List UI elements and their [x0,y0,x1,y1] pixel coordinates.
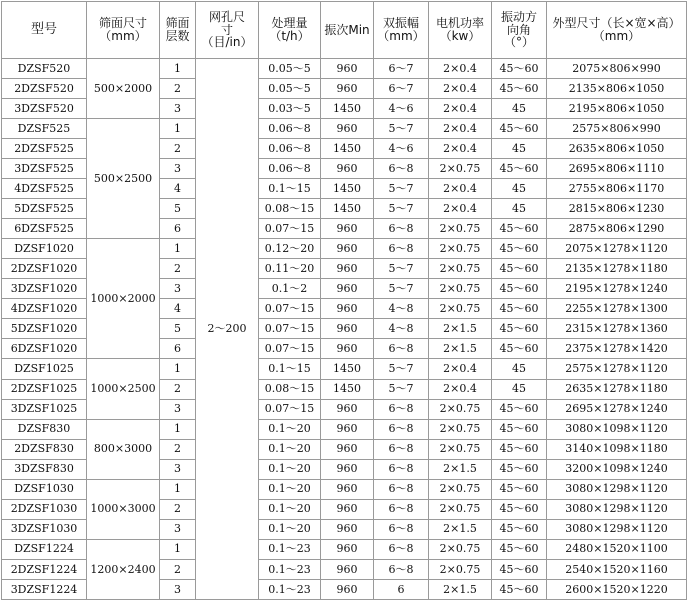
cell-frequency: 960 [321,519,374,539]
cell-angle: 45～60 [492,319,547,339]
cell-mesh-size: 2～200 [196,59,259,600]
cell-dimensions: 2480×1520×1100 [547,539,687,559]
cell-screen-size: 1000×2500 [87,359,160,419]
cell-deck-count: 5 [160,199,196,219]
cell-motor-power: 2×0.75 [429,439,492,459]
cell-frequency: 1450 [321,379,374,399]
cell-model: DZSF1030 [2,479,87,499]
cell-capacity: 0.11～20 [259,259,321,279]
cell-model: 3DZSF1030 [2,519,87,539]
cell-deck-count: 2 [160,139,196,159]
cell-angle: 45 [492,359,547,379]
cell-amplitude: 5～7 [374,259,429,279]
cell-capacity: 0.07～15 [259,219,321,239]
cell-frequency: 960 [321,399,374,419]
cell-angle: 45～60 [492,79,547,99]
cell-frequency: 960 [321,479,374,499]
cell-angle: 45～60 [492,279,547,299]
cell-motor-power: 2×0.75 [429,159,492,179]
header-screen-size [87,2,160,59]
cell-amplitude: 6～8 [374,499,429,519]
cell-model: 6DZSF525 [2,219,87,239]
cell-amplitude: 6～7 [374,59,429,79]
cell-model: 5DZSF525 [2,199,87,219]
cell-deck-count: 6 [160,219,196,239]
cell-angle: 45～60 [492,539,547,559]
cell-angle: 45 [492,199,547,219]
header-line: 寸 [220,22,233,37]
cell-motor-power: 2×0.4 [429,199,492,219]
cell-model: DZSF1020 [2,239,87,259]
cell-motor-power: 2×1.5 [429,579,492,599]
cell-frequency: 960 [321,279,374,299]
cell-frequency: 960 [321,459,374,479]
header-overall-dimensions [547,2,687,59]
cell-screen-size: 1200×2400 [87,539,160,599]
cell-angle: 45～60 [492,59,547,79]
cell-dimensions: 2075×1278×1120 [547,239,687,259]
cell-capacity: 0.05～5 [259,59,321,79]
cell-deck-count: 1 [160,239,196,259]
cell-motor-power: 2×0.75 [429,539,492,559]
cell-motor-power: 2×1.5 [429,459,492,479]
cell-dimensions: 2375×1278×1420 [547,339,687,359]
cell-deck-count: 3 [160,579,196,599]
cell-dimensions: 2195×1278×1240 [547,279,687,299]
cell-deck-count: 5 [160,319,196,339]
cell-dimensions: 2315×1278×1360 [547,319,687,339]
header-line: （t/h） [269,29,310,43]
cell-capacity: 0.06～8 [259,159,321,179]
cell-angle: 45～60 [492,339,547,359]
cell-amplitude: 6 [374,579,429,599]
cell-screen-size: 1000×3000 [87,479,160,539]
cell-model: 4DZSF1020 [2,299,87,319]
header-mesh-size [196,2,259,59]
cell-dimensions: 2075×806×990 [547,59,687,79]
cell-motor-power: 2×0.4 [429,119,492,139]
cell-motor-power: 2×0.4 [429,359,492,379]
cell-angle: 45～60 [492,159,547,179]
cell-amplitude: 6～8 [374,419,429,439]
cell-angle: 45 [492,139,547,159]
cell-motor-power: 2×1.5 [429,519,492,539]
cell-amplitude: 5～7 [374,119,429,139]
cell-frequency: 960 [321,419,374,439]
cell-deck-count: 1 [160,359,196,379]
cell-deck-count: 2 [160,499,196,519]
table-row [2,359,687,379]
cell-motor-power: 2×0.75 [429,559,492,579]
cell-amplitude: 6～8 [374,399,429,419]
header-deck-count [160,2,196,59]
cell-frequency: 1450 [321,359,374,379]
cell-frequency: 960 [321,59,374,79]
cell-motor-power: 2×0.75 [429,299,492,319]
cell-dimensions: 2255×1278×1300 [547,299,687,319]
cell-capacity: 0.1～20 [259,499,321,519]
cell-motor-power: 2×1.5 [429,319,492,339]
cell-dimensions: 2600×1520×1220 [547,579,687,599]
header-line: 处理量 [271,16,308,31]
cell-deck-count: 3 [160,279,196,299]
cell-deck-count: 1 [160,419,196,439]
cell-amplitude: 6～8 [374,219,429,239]
cell-frequency: 1450 [321,139,374,159]
table-row [2,419,687,439]
cell-amplitude: 5～7 [374,379,429,399]
header-line: 外型尺寸（长×宽×高） [552,16,681,31]
cell-model: DZSF830 [2,419,87,439]
cell-angle: 45 [492,179,547,199]
cell-dimensions: 2635×1278×1180 [547,379,687,399]
cell-motor-power: 2×0.4 [429,59,492,79]
cell-motor-power: 2×0.75 [429,499,492,519]
cell-deck-count: 2 [160,79,196,99]
cell-amplitude: 6～8 [374,559,429,579]
cell-amplitude: 6～8 [374,519,429,539]
cell-frequency: 960 [321,559,374,579]
cell-frequency: 960 [321,159,374,179]
header-line: （°） [503,35,534,50]
cell-capacity: 0.07～15 [259,319,321,339]
cell-capacity: 0.07～15 [259,299,321,319]
header-line: （kw） [439,29,481,43]
cell-model: DZSF1224 [2,539,87,559]
cell-deck-count: 2 [160,439,196,459]
cell-capacity: 0.1～20 [259,439,321,459]
cell-frequency: 960 [321,299,374,319]
cell-dimensions: 3080×1298×1120 [547,499,687,519]
cell-dimensions: 2635×806×1050 [547,139,687,159]
table-row [2,239,687,259]
cell-dimensions: 3140×1098×1180 [547,439,687,459]
header-capacity [259,2,321,59]
cell-capacity: 0.06～8 [259,139,321,159]
cell-frequency: 960 [321,119,374,139]
cell-model: DZSF1025 [2,359,87,379]
cell-amplitude: 5～7 [374,179,429,199]
cell-model: 2DZSF525 [2,139,87,159]
header-line: 振次Min [324,22,370,37]
cell-screen-size: 1000×2000 [87,239,160,359]
cell-amplitude: 4～8 [374,319,429,339]
cell-frequency: 960 [321,439,374,459]
cell-amplitude: 6～8 [374,339,429,359]
cell-screen-size: 500×2000 [87,59,160,119]
cell-frequency: 960 [321,539,374,559]
cell-model: 3DZSF1025 [2,399,87,419]
cell-amplitude: 6～8 [374,439,429,459]
cell-capacity: 0.1～20 [259,479,321,499]
cell-motor-power: 2×1.5 [429,339,492,359]
cell-angle: 45～60 [492,259,547,279]
cell-dimensions: 2815×806×1230 [547,199,687,219]
cell-amplitude: 6～8 [374,459,429,479]
header-line: 型号 [30,22,57,38]
cell-model: 3DZSF525 [2,159,87,179]
cell-dimensions: 2135×806×1050 [547,79,687,99]
cell-angle: 45～60 [492,519,547,539]
header-line: （mm） [592,29,641,43]
cell-capacity: 0.05～5 [259,79,321,99]
cell-dimensions: 2540×1520×1160 [547,559,687,579]
header-vibration-frequency [321,2,374,59]
cell-capacity: 0.1～20 [259,419,321,439]
cell-capacity: 0.12～20 [259,239,321,259]
header-line: 层数 [165,29,190,43]
header-line: 筛面尺寸 [98,16,147,31]
cell-frequency: 960 [321,339,374,359]
cell-model: 3DZSF830 [2,459,87,479]
cell-screen-size: 800×3000 [87,419,160,479]
cell-capacity: 0.1～23 [259,579,321,599]
cell-model: 6DZSF1020 [2,339,87,359]
cell-motor-power: 2×0.4 [429,79,492,99]
cell-model: 2DZSF520 [2,79,87,99]
cell-angle: 45～60 [492,499,547,519]
cell-frequency: 960 [321,79,374,99]
cell-model: 3DZSF1224 [2,579,87,599]
cell-deck-count: 3 [160,399,196,419]
header-line: （mm） [377,29,425,43]
header-line: （mm） [99,29,147,43]
cell-motor-power: 2×0.4 [429,379,492,399]
header-row [2,2,687,59]
cell-screen-size: 500×2500 [87,119,160,239]
cell-dimensions: 2575×806×990 [547,119,687,139]
cell-angle: 45～60 [492,219,547,239]
header-line: 振动方 [500,10,537,25]
cell-motor-power: 2×0.4 [429,99,492,119]
cell-deck-count: 2 [160,259,196,279]
cell-model: 4DZSF525 [2,179,87,199]
cell-amplitude: 4～6 [374,99,429,119]
cell-amplitude: 4～8 [374,299,429,319]
table-body [2,59,687,600]
cell-deck-count: 1 [160,119,196,139]
cell-model: DZSF520 [2,59,87,79]
cell-angle: 45～60 [492,399,547,419]
cell-model: 2DZSF1020 [2,259,87,279]
cell-amplitude: 6～8 [374,239,429,259]
cell-motor-power: 2×0.75 [429,279,492,299]
cell-capacity: 0.03～5 [259,99,321,119]
cell-deck-count: 3 [160,99,196,119]
cell-motor-power: 2×0.75 [429,219,492,239]
cell-angle: 45～60 [492,579,547,599]
cell-dimensions: 3080×1098×1120 [547,419,687,439]
cell-dimensions: 2195×806×1050 [547,99,687,119]
cell-capacity: 0.06～8 [259,119,321,139]
cell-dimensions: 2575×1278×1120 [547,359,687,379]
table-row [2,59,687,79]
cell-angle: 45～60 [492,439,547,459]
cell-dimensions: 3080×1298×1120 [547,519,687,539]
header-motor-power [429,2,492,59]
cell-deck-count: 6 [160,339,196,359]
cell-deck-count: 3 [160,159,196,179]
cell-frequency: 1450 [321,99,374,119]
cell-frequency: 960 [321,499,374,519]
cell-capacity: 0.1～2 [259,279,321,299]
cell-angle: 45 [492,99,547,119]
cell-amplitude: 5～7 [374,199,429,219]
header-line: 双振幅 [382,16,419,31]
cell-model: 2DZSF1224 [2,559,87,579]
header-line: 电机功率 [435,16,484,31]
header-model [2,2,87,59]
cell-capacity: 0.1～23 [259,559,321,579]
cell-motor-power: 2×0.75 [429,239,492,259]
cell-angle: 45～60 [492,459,547,479]
cell-motor-power: 2×0.75 [429,399,492,419]
cell-angle: 45～60 [492,299,547,319]
cell-deck-count: 3 [160,459,196,479]
cell-dimensions: 3200×1098×1240 [547,459,687,479]
cell-frequency: 960 [321,319,374,339]
cell-capacity: 0.07～15 [259,399,321,419]
cell-angle: 45～60 [492,119,547,139]
cell-angle: 45～60 [492,419,547,439]
cell-amplitude: 6～8 [374,539,429,559]
cell-deck-count: 1 [160,59,196,79]
cell-model: 2DZSF1025 [2,379,87,399]
spec-table [1,1,687,600]
cell-deck-count: 3 [160,519,196,539]
cell-capacity: 0.07～15 [259,339,321,359]
header-line: 网孔尺 [208,10,245,25]
cell-frequency: 960 [321,219,374,239]
header-line: （目/in） [201,35,253,50]
cell-capacity: 0.1～20 [259,459,321,479]
cell-deck-count: 1 [160,539,196,559]
header-vibration-angle [492,2,547,59]
cell-deck-count: 4 [160,299,196,319]
cell-frequency: 1450 [321,199,374,219]
table-row [2,539,687,559]
cell-capacity: 0.1～15 [259,179,321,199]
cell-capacity: 0.1～20 [259,519,321,539]
cell-motor-power: 2×0.4 [429,139,492,159]
cell-amplitude: 6～8 [374,479,429,499]
cell-frequency: 960 [321,239,374,259]
cell-angle: 45～60 [492,559,547,579]
table-row [2,479,687,499]
cell-deck-count: 1 [160,479,196,499]
cell-capacity: 0.08～15 [259,379,321,399]
cell-model: 2DZSF1030 [2,499,87,519]
cell-motor-power: 2×0.4 [429,179,492,199]
cell-angle: 45～60 [492,239,547,259]
cell-model: DZSF525 [2,119,87,139]
cell-deck-count: 2 [160,559,196,579]
cell-frequency: 1450 [321,179,374,199]
cell-amplitude: 6～7 [374,79,429,99]
cell-deck-count: 4 [160,179,196,199]
table-row [2,119,687,139]
cell-model: 2DZSF830 [2,439,87,459]
cell-motor-power: 2×0.75 [429,479,492,499]
cell-dimensions: 2755×806×1170 [547,179,687,199]
cell-amplitude: 5～7 [374,359,429,379]
cell-deck-count: 2 [160,379,196,399]
cell-angle: 45～60 [492,479,547,499]
cell-dimensions: 2135×1278×1180 [547,259,687,279]
cell-frequency: 960 [321,259,374,279]
cell-dimensions: 2875×806×1290 [547,219,687,239]
cell-motor-power: 2×0.75 [429,419,492,439]
cell-amplitude: 5～7 [374,279,429,299]
cell-amplitude: 4～6 [374,139,429,159]
cell-angle: 45 [492,379,547,399]
cell-model: 3DZSF1020 [2,279,87,299]
header-line: 筛面 [165,16,190,31]
header-amplitude [374,2,429,59]
cell-capacity: 0.1～23 [259,539,321,559]
cell-model: 3DZSF520 [2,99,87,119]
header-line: 向角 [506,22,531,37]
cell-frequency: 960 [321,579,374,599]
cell-dimensions: 3080×1298×1120 [547,479,687,499]
cell-dimensions: 2695×806×1110 [547,159,687,179]
table-header [2,2,687,59]
cell-capacity: 0.1～15 [259,359,321,379]
cell-capacity: 0.08～15 [259,199,321,219]
cell-motor-power: 2×0.75 [429,259,492,279]
cell-amplitude: 6～8 [374,159,429,179]
cell-dimensions: 2695×1278×1240 [547,399,687,419]
cell-model: 5DZSF1020 [2,319,87,339]
